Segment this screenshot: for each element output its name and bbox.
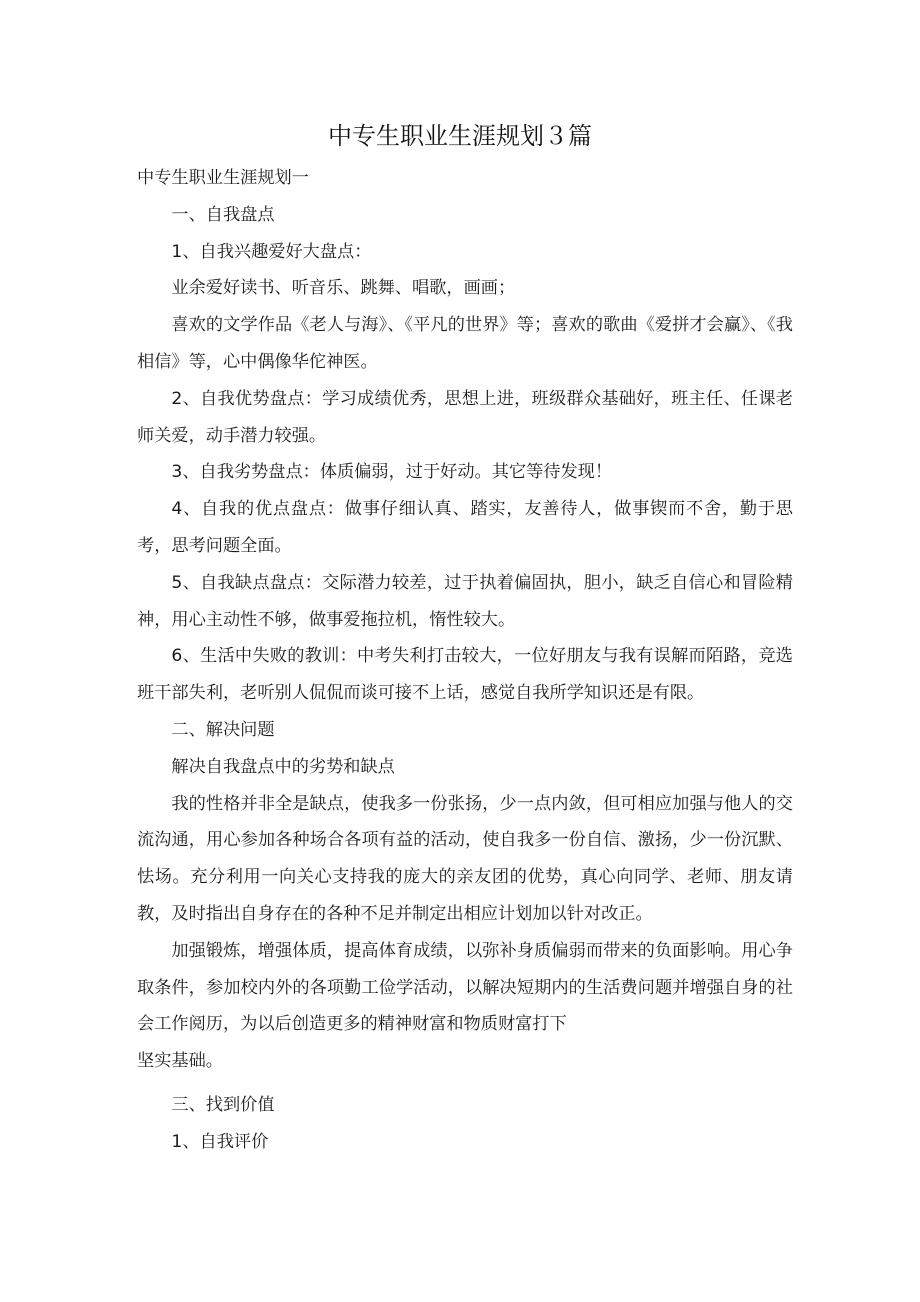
section-heading-3: 三、找到价值 <box>171 1094 275 1115</box>
paragraph: 6、生活中失败的教训：中考失利打击较大，一位好朋友与我有误解而陌路，竞选班干部失利，老听别人侃侃而谈可接不上话，感觉自我所学知识还是有限。 <box>137 646 793 704</box>
paragraph: 喜欢的文学作品《老人与海》、《平凡的世界》等；喜欢的歌曲《爱拼才会赢》、《我相信》等，心中偶像华佗神医。 <box>137 315 793 372</box>
paragraph: 4、自我的优点盘点：做事仔细认真、踏实，友善待人，做事锲而不舍，勤于思考，思考问题全面。 <box>137 499 793 556</box>
paragraph: 加强锻炼，增强体质，提高体育成绩，以弥补身质偏弱而带来的负面影响。用心争取条件，参加校内外的各项勤工俭学活动，以解决短期内的生活费问题并增强自身的社会工作阅历，为以后创造更多的精神财富和物质财富打下 <box>137 940 793 1035</box>
section-heading-1: 一、自我盘点 <box>171 204 275 225</box>
paragraph: 解决自我盘点中的劣势和缺点 <box>171 756 395 777</box>
paragraph: 业余爱好读书、听音乐、跳舞、唱歌，画画； <box>171 278 516 299</box>
paragraph: 坚实基础。 <box>137 1051 223 1072</box>
paragraph: 5、自我缺点盘点：交际潜力较差，过于执着偏固执，胆小，缺乏自信心和冒险精神，用心主动性不够，做事爱拖拉机，惰性较大。 <box>137 572 793 630</box>
document-body <box>137 160 793 1161</box>
subtitle: 中专生职业生涯规划一 <box>137 168 309 188</box>
document-title: 中专生职业生涯规划３篇 <box>328 122 592 150</box>
paragraph: 1、自我兴趣爱好大盘点： <box>171 241 372 262</box>
paragraph: 2、自我优势盘点：学习成绩优秀，思想上进，班级群众基础好，班主任、任课老师关爱，动手潜力较强。 <box>137 388 793 446</box>
paragraph: 1、自我评价 <box>171 1131 269 1152</box>
section-heading-2: 二、解决问题 <box>171 719 275 740</box>
paragraph: 我的性格并非全是缺点，使我多一份张扬，少一点内敛，但可相应加强与他人的交流沟通，用心参加各种场合各项有益的活动，使自我多一份自信、激扬，少一份沉默、怯场。充分利用一向关心支持我的庞大的亲友团的优势，真心向同学、老师、朋友请教，及时指出自身存在的各种不足并制定出相应计划加以针对改正。 <box>137 793 793 924</box>
paragraph: 3、自我劣势盘点：体质偏弱，过于好动。其它等待发现！ <box>171 462 613 483</box>
